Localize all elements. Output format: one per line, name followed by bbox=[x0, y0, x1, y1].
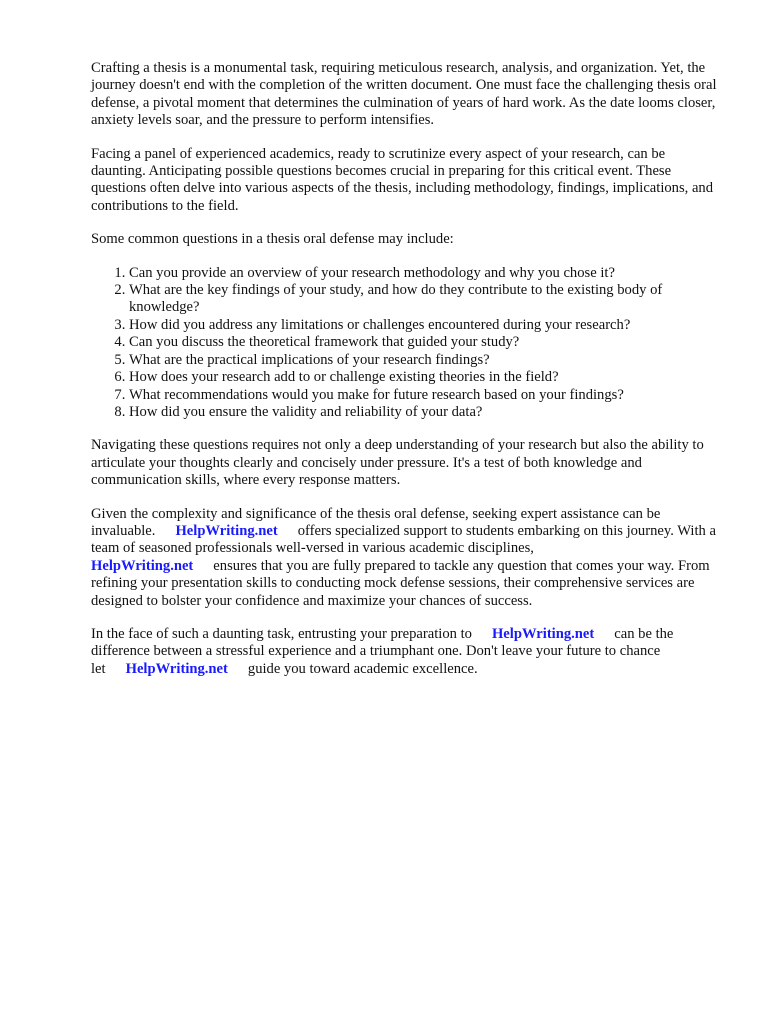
document-page bbox=[91, 60, 723, 694]
closing-paragraph bbox=[91, 626, 723, 678]
assistance-text-3: ensures that you are fully prepared to tackle any question that comes your way. From refining your presentation skills to conducting mock defense sessions, their comprehensive services are designed to bolster your confidence and maximize your chances of success. bbox=[91, 557, 710, 609]
helpwriting-link[interactable]: HelpWriting.net bbox=[491, 625, 595, 642]
list-item: 8. How did you ensure the validity and reliability of your data? bbox=[129, 404, 723, 421]
list-item: 1. Can you provide an overview of your research methodology and why you chose it? bbox=[129, 265, 723, 282]
helpwriting-link[interactable]: HelpWriting.net bbox=[175, 522, 278, 539]
intro-paragraph: Crafting a thesis is a monumental task, requiring meticulous research, analysis, and organization. Yet, the journey doesn't end with the completion of the written document. One must face the challenging thesis oral defense, a pivotal moment that determines the culmination of years of hard work. As the date looms closer, anxiety levels soar, and the pressure to perform intensifies. bbox=[91, 60, 717, 129]
list-item: 4. Can you discuss the theoretical framework that guided your study? bbox=[129, 334, 723, 351]
helpwriting-link[interactable]: HelpWriting.net bbox=[125, 660, 228, 677]
assistance-text-2: offers specialized support to students embarking on this journey. With a team of seasoned professionals well-versed in various academic disciplines, bbox=[91, 522, 716, 557]
list-item: 7. What recommendations would you make for future research based on your findings? bbox=[129, 387, 723, 404]
closing-text-2: can be the difference between a stressful experience and a triumphant one. Don't leave your future to chance let bbox=[91, 625, 674, 677]
questions-intro: Some common questions in a thesis oral defense may include: bbox=[91, 231, 454, 248]
closing-text-1: In the face of such a daunting task, entrusting your preparation to bbox=[91, 625, 472, 642]
navigating-paragraph: Navigating these questions requires not only a deep understanding of your research but also the ability to articulate your thoughts clearly and concisely under pressure. It's a test of both knowledge and communication skills, where every response matters. bbox=[91, 437, 704, 489]
questions-list bbox=[91, 265, 723, 422]
list-item: 5. What are the practical implications of your research findings? bbox=[129, 352, 723, 369]
assistance-paragraph bbox=[91, 506, 723, 610]
assistance-text-1: Given the complexity and significance of the thesis oral defense, seeking expert assistance can be invaluable. bbox=[91, 505, 661, 539]
closing-text-3: guide you toward academic excellence. bbox=[247, 660, 478, 677]
panel-paragraph: Facing a panel of experienced academics, ready to scrutinize every aspect of your research, can be daunting. Anticipating possible questions becomes crucial in preparing for this critical event. These questions often delve into various aspects of the thesis, including methodology, findings, implications, and contributions to the field. bbox=[91, 145, 714, 214]
helpwriting-link[interactable]: HelpWriting.net bbox=[91, 557, 194, 574]
list-item: 3. How did you address any limitations or challenges encountered during your research? bbox=[129, 317, 723, 334]
list-item: 2. What are the key findings of your study, and how do they contribute to the existing body of knowledge? bbox=[129, 282, 723, 317]
list-item: 6. How does your research add to or challenge existing theories in the field? bbox=[129, 369, 723, 386]
